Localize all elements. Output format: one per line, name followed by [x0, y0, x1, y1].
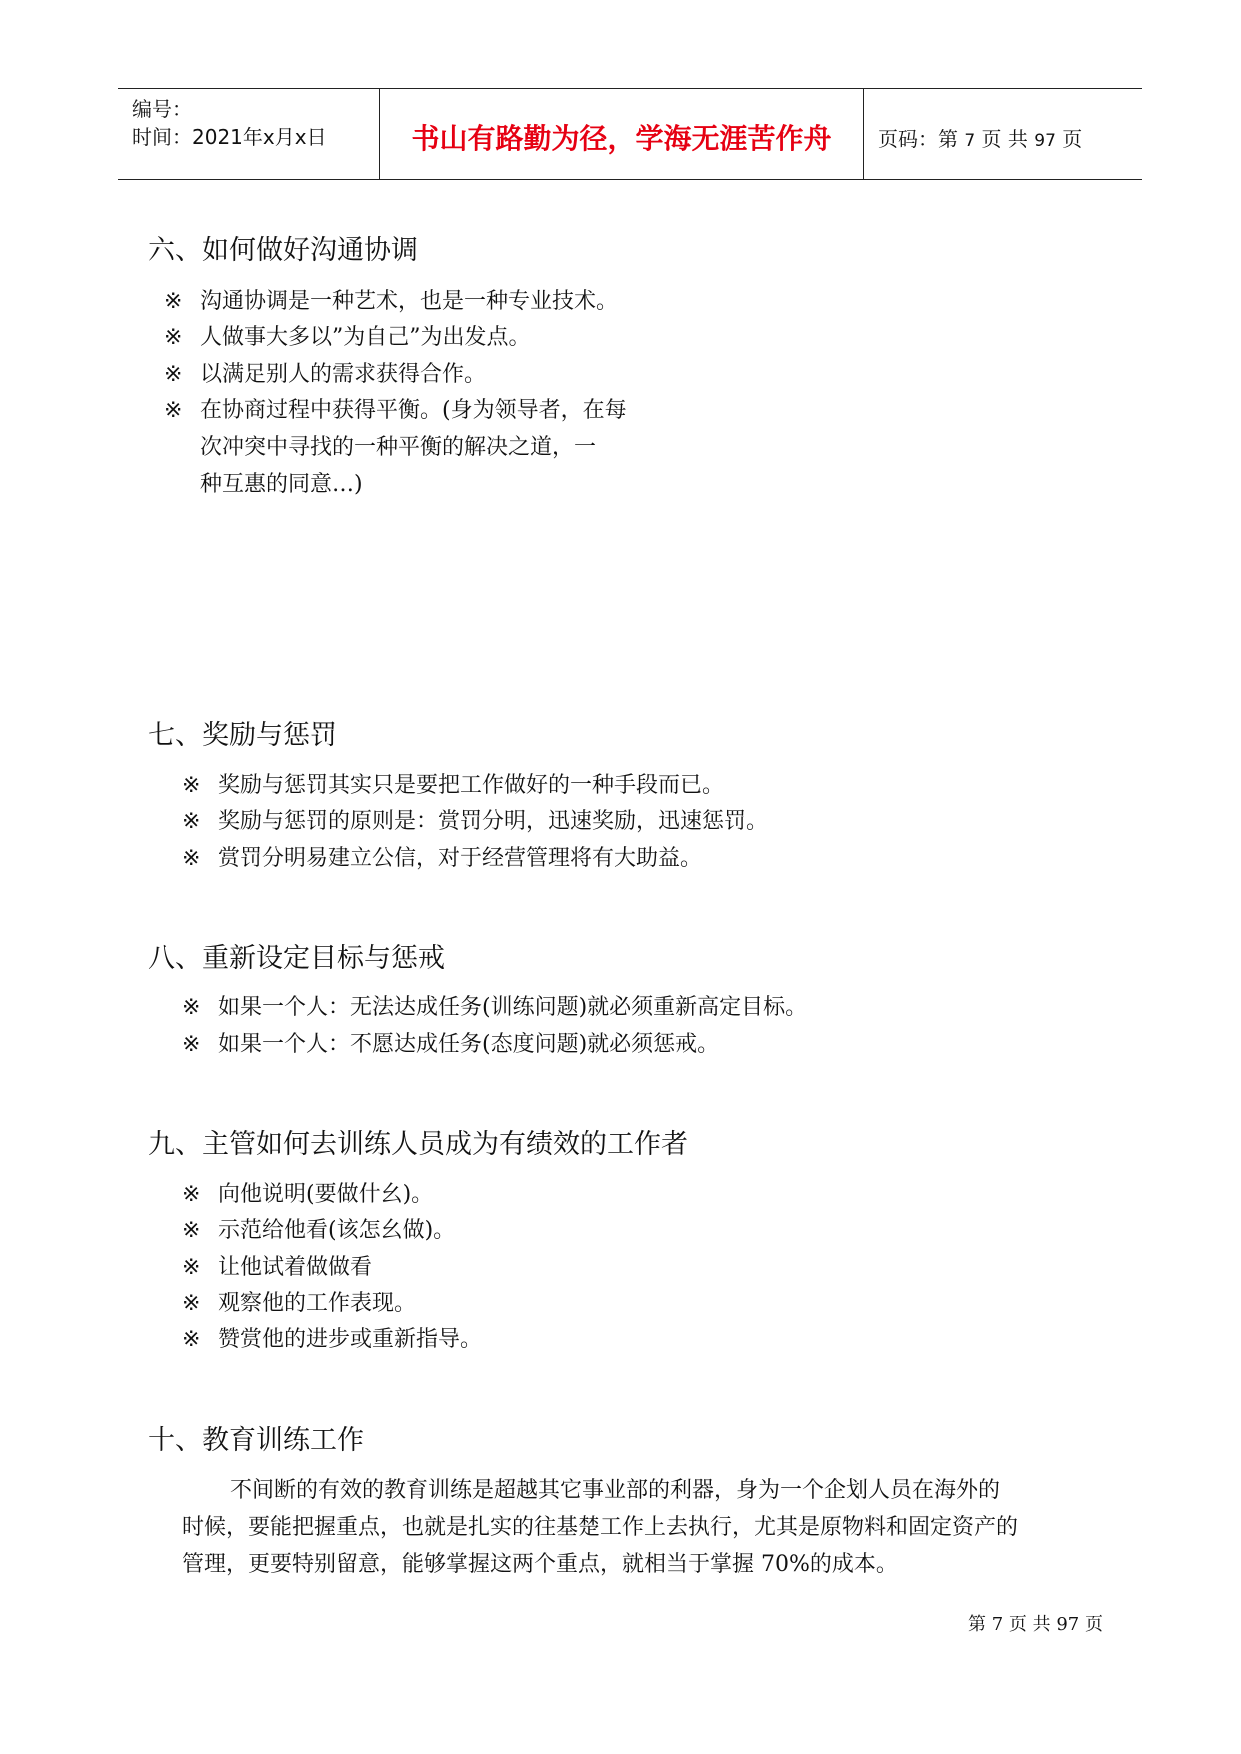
bullet-mark: ※	[182, 773, 201, 798]
bullet-mark: ※	[182, 995, 201, 1020]
list-item: ※ 赞赏他的进步或重新指导。	[182, 1322, 482, 1358]
page-prefix: 页码：第	[878, 127, 958, 151]
bullet-mark: ※	[164, 325, 183, 350]
list-item: ※ 奖励与惩罚的原则是：赏罚分明，迅速奖励，迅速惩罚。	[182, 804, 768, 840]
header-page-cell	[864, 89, 1142, 179]
paragraph-line: 管理，更要特别留意，能够掌握这两个重点，就相当于掌握 70%的成本。	[182, 1552, 898, 1577]
bullet-mark: ※	[182, 846, 201, 871]
page-mid: 页 共	[981, 127, 1028, 151]
list-item: ※ 奖励与惩罚其实只是要把工作做好的一种手段而已。	[182, 768, 724, 804]
bullet-mark: ※	[182, 809, 201, 834]
page-suffix: 页	[1062, 127, 1083, 151]
header-motto-cell	[380, 89, 864, 179]
bullet-mark: ※	[182, 1032, 201, 1057]
section-8-title: 八、重新设定目标与惩戒	[148, 943, 445, 974]
list-item-continuation: 种互惠的同意…)	[200, 472, 363, 497]
bullet-mark: ※	[182, 1255, 201, 1280]
header-left-cell	[118, 89, 380, 179]
list-item: ※ 向他说明(要做什幺)。	[182, 1177, 433, 1213]
header-page-info	[878, 123, 1082, 152]
bullet-mark: ※	[164, 398, 183, 423]
page-total: 97	[1034, 131, 1056, 151]
paragraph-line: 时候，要能把握重点，也就是扎实的往基楚工作上去执行，尤其是原物料和固定资产的	[182, 1515, 1019, 1540]
section-10-title: 十、教育训练工作	[148, 1425, 364, 1456]
list-item: ※ 以满足别人的需求获得合作。	[164, 357, 486, 393]
bullet-mark: ※	[164, 289, 183, 314]
list-item: ※ 赏罚分明易建立公信，对于经营管理将有大助益。	[182, 841, 702, 877]
section-9-title: 九、主管如何去训练人员成为有绩效的工作者	[148, 1129, 688, 1160]
document-number-label: 编号：	[132, 97, 192, 121]
document-time-label: 时间：2021年x月x日	[132, 125, 327, 149]
list-item: ※ 观察他的工作表现。	[182, 1286, 416, 1322]
list-item: ※ 沟通协调是一种艺术，也是一种专业技术。	[164, 284, 618, 320]
section-6-title: 六、如何做好沟通协调	[148, 235, 418, 266]
bullet-mark: ※	[182, 1291, 201, 1316]
page-footer: 第 7 页 共 97 页	[968, 1614, 1103, 1635]
list-item: ※ 示范给他看(该怎幺做)。	[182, 1213, 455, 1249]
bullet-mark: ※	[182, 1327, 201, 1352]
list-item: ※ 如果一个人：无法达成任务(训练问题)就必须重新高定目标。	[182, 990, 807, 1026]
paragraph-line: 不间断的有效的教育训练是超越其它事业部的利器，身为一个企划人员在海外的	[230, 1478, 1001, 1503]
page-number: 7	[964, 131, 976, 151]
page-header	[118, 88, 1142, 180]
header-motto: 书山有路勤为径，学海无涯苦作舟	[411, 122, 832, 155]
list-item: ※ 在协商过程中获得平衡。(身为领导者，在每	[164, 393, 627, 429]
list-item-continuation: 次冲突中寻找的一种平衡的解决之道，一	[200, 435, 597, 460]
list-item: ※ 如果一个人：不愿达成任务(态度问题)就必须惩戒。	[182, 1027, 719, 1063]
list-item: ※ 让他试着做做看	[182, 1250, 372, 1286]
bullet-mark: ※	[182, 1218, 201, 1243]
bullet-mark: ※	[182, 1182, 201, 1207]
section-7-title: 七、奖励与惩罚	[148, 720, 337, 751]
list-item: ※ 人做事大多以”为自己”为出发点。	[164, 320, 531, 356]
bullet-mark: ※	[164, 362, 183, 387]
